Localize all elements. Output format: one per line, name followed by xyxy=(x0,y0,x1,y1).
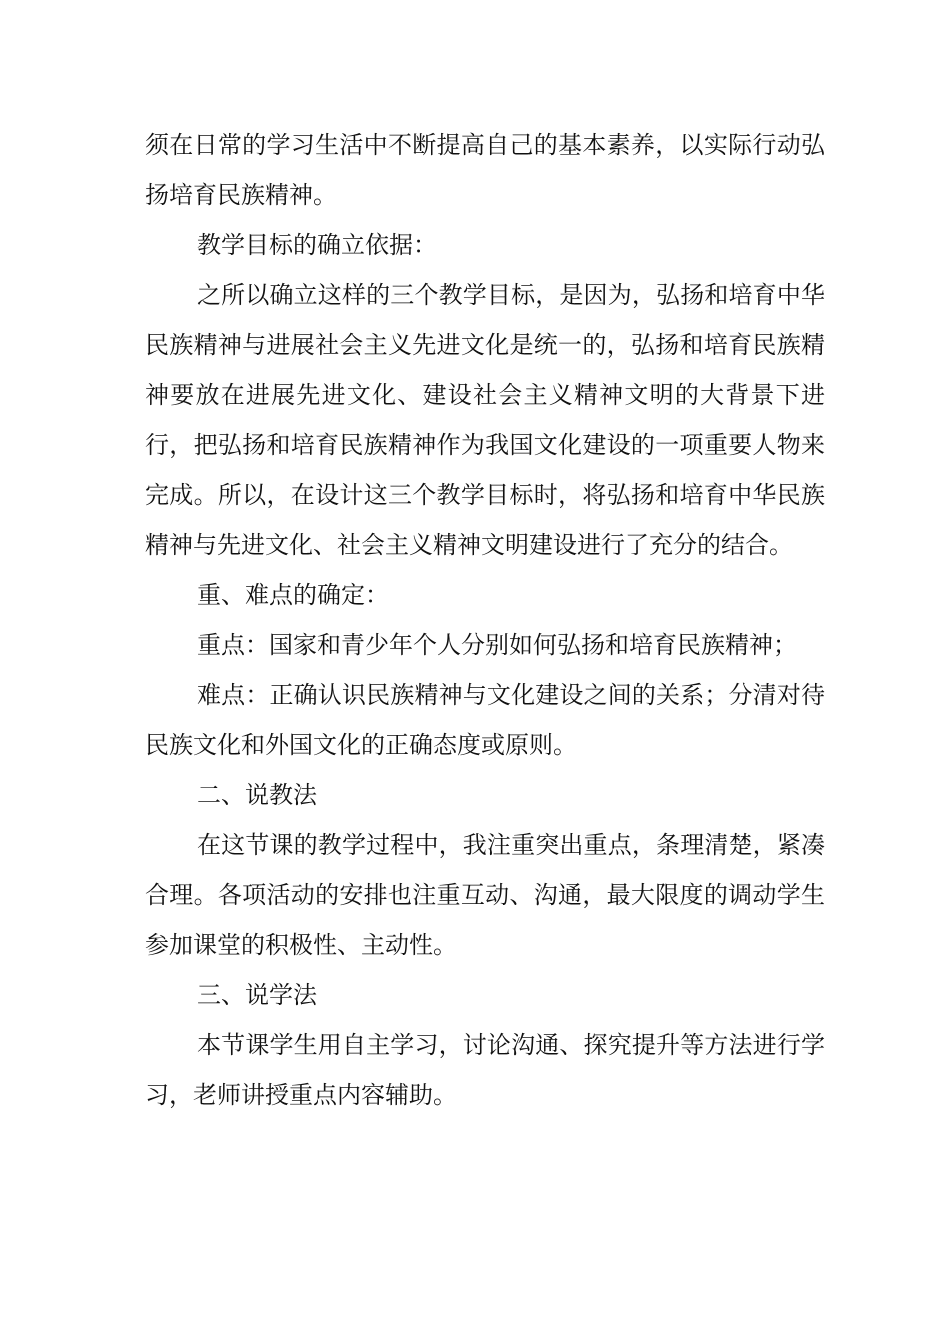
paragraph-objective-reason: 之所以确立这样的三个教学目标，是因为，弘扬和培育中华民族精神与进展社会主义先进文化是统一的，弘扬和培育民族精神要放在进展先进文化、建设社会主义精神文明的大背景下进行，把弘扬和培育民族精神作为我国文化建设的一项重要人物来完成。所以，在设计这三个教学目标时，将弘扬和培育中华民族精神与先进文化、社会主义精神文明建设进行了充分的结合。 xyxy=(145,281,825,559)
heading-objective-basis: 教学目标的确立依据： xyxy=(197,231,437,259)
paragraph-key-point: 重点：国家和青少年个人分别如何弘扬和培育民族精神； xyxy=(197,631,797,659)
heading-learning-method: 三、说学法 xyxy=(197,981,317,1009)
document-page xyxy=(145,120,825,1120)
paragraph-learning-method: 本节课学生用自主学习，讨论沟通、探究提升等方法进行学习，老师讲授重点内容辅助。 xyxy=(145,1031,825,1109)
heading-key-difficult-points: 重、难点的确定： xyxy=(197,581,389,609)
heading-teaching-method: 二、说教法 xyxy=(197,781,317,809)
paragraph-teaching-method: 在这节课的教学过程中，我注重突出重点，条理清楚，紧凑合理。各项活动的安排也注重互动、沟通，最大限度的调动学生参加课堂的积极性、主动性。 xyxy=(145,831,825,959)
paragraph-difficult-point: 难点：正确认识民族精神与文化建设之间的关系；分清对待民族文化和外国文化的正确态度或原则。 xyxy=(145,681,825,759)
paragraph-continuation: 须在日常的学习生活中不断提高自己的基本素养，以实际行动弘扬培育民族精神。 xyxy=(145,131,825,209)
